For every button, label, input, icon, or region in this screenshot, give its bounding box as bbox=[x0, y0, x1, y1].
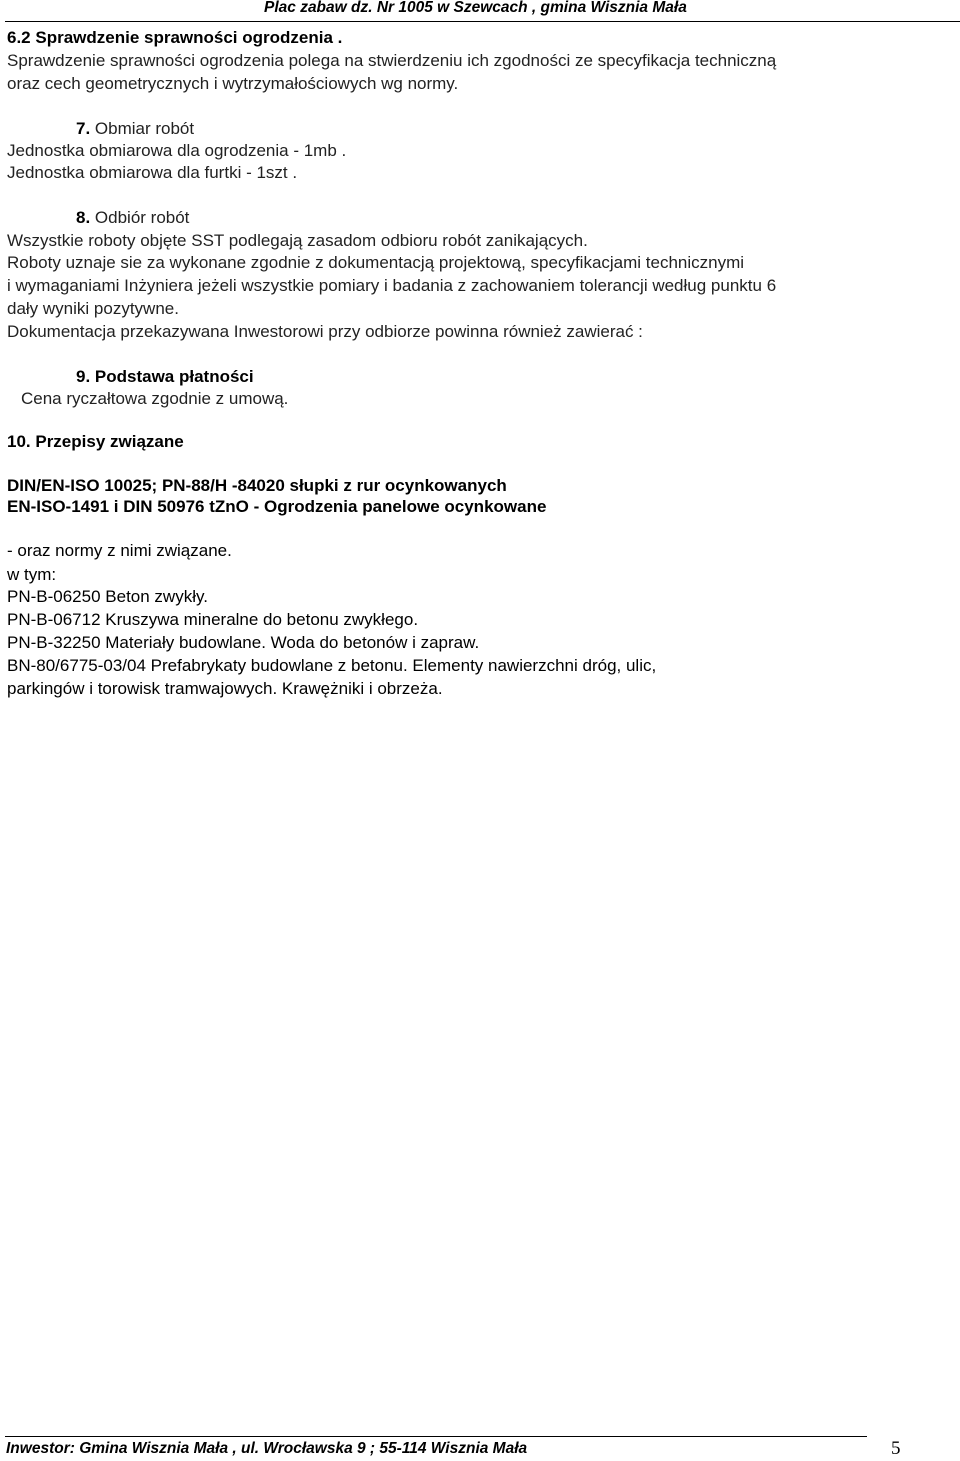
section-8-line-2: Roboty uznaje sie za wykonane zgodnie z dokumentacją projektową, specyfikacjami technicznymi bbox=[7, 253, 745, 272]
header-rule bbox=[5, 21, 960, 22]
section-8-number: 8. bbox=[76, 208, 91, 227]
section-9-line: Cena ryczałtowa zgodnie z umową. bbox=[21, 389, 289, 408]
section-9-heading: 9. Podstawa płatności bbox=[76, 367, 254, 386]
standards-line-7: parkingów i torowisk tramwajowych. Krawężniki i obrzeża. bbox=[7, 679, 443, 698]
section-8-title: Odbiór robót bbox=[90, 208, 190, 227]
section-7-heading bbox=[76, 119, 194, 139]
section-7-line-2: Jednostka obmiarowa dla furtki - 1szt . bbox=[7, 163, 298, 182]
standard-line-1: DIN/EN-ISO 10025; PN-88/H -84020 słupki z rur ocynkowanych bbox=[7, 476, 507, 495]
section-6-2-line-2: oraz cech geometrycznych i wytrzymałościowych wg normy. bbox=[7, 74, 459, 93]
standards-line-3: PN-B-06250 Beton zwykły. bbox=[7, 587, 208, 606]
standards-line-4: PN-B-06712 Kruszywa mineralne do betonu zwykłego. bbox=[7, 610, 419, 629]
standards-line-5: PN-B-32250 Materiały budowlane. Woda do betonów i zapraw. bbox=[7, 633, 480, 652]
section-8-line-4: dały wyniki pozytywne. bbox=[7, 299, 179, 318]
page-number: 5 bbox=[891, 1438, 901, 1459]
standards-line-6: BN-80/6775-03/04 Prefabrykaty budowlane z betonu. Elementy nawierzchni dróg, ulic, bbox=[7, 656, 657, 675]
section-8-line-1: Wszystkie roboty objęte SST podlegają zasadom odbioru robót zanikających. bbox=[7, 231, 588, 250]
section-10-heading: 10. Przepisy związane bbox=[7, 432, 184, 451]
section-7-number: 7. bbox=[76, 119, 91, 138]
section-6-2-heading: 6.2 Sprawdzenie sprawności ogrodzenia . bbox=[7, 28, 343, 47]
section-7-line-1: Jednostka obmiarowa dla ogrodzenia - 1mb . bbox=[7, 141, 347, 160]
standards-line-1: - oraz normy z nimi związane. bbox=[7, 541, 232, 560]
section-6-2-line-1: Sprawdzenie sprawności ogrodzenia polega na stwierdzeniu ich zgodności ze specyfikacja techniczną bbox=[7, 51, 777, 70]
section-8-heading bbox=[76, 208, 189, 228]
footer-rule bbox=[5, 1436, 867, 1437]
footer-investor: Inwestor: Gmina Wisznia Mała , ul. Wrocławska 9 ; 55-114 Wisznia Mała bbox=[6, 1440, 528, 1457]
section-7-title: Obmiar robót bbox=[90, 119, 195, 138]
running-header: Plac zabaw dz. Nr 1005 w Szewcach , gmina Wisznia Mała bbox=[264, 0, 687, 16]
standard-line-2: EN-ISO-1491 i DIN 50976 tZnO - Ogrodzenia panelowe ocynkowane bbox=[7, 497, 547, 516]
section-8-line-5: Dokumentacja przekazywana Inwestorowi przy odbiorze powinna również zawierać : bbox=[7, 322, 643, 341]
standards-line-2: w tym: bbox=[7, 565, 57, 584]
section-8-line-3: i wymaganiami Inżyniera jeżeli wszystkie pomiary i badania z zachowaniem tolerancji według punktu 6 bbox=[7, 276, 777, 295]
